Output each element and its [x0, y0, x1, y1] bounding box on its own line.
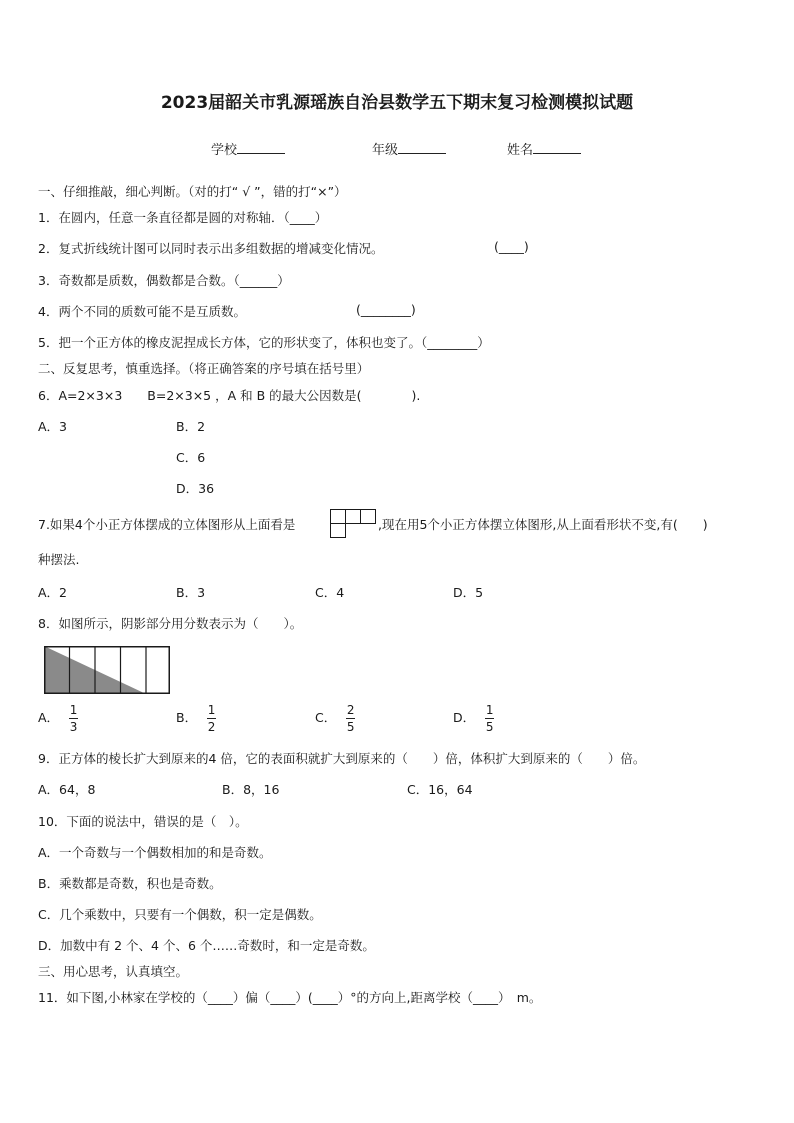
q10-option-c[interactable]: C．几个乘数中，只要有一个偶数，积一定是偶数。 — [38, 907, 322, 922]
question-10: 10．下面的说法中，错误的是（ ）。 — [38, 814, 248, 829]
section-1-heading: 一、仔细推敲，细心判断。（对的打“ √ ”，错的打“×”） — [38, 184, 347, 199]
q10-option-b[interactable]: B．乘数都是奇数，积也是奇数。 — [38, 876, 222, 891]
name-blank[interactable] — [533, 141, 581, 154]
q9-option-c[interactable]: C．16，64 — [407, 782, 473, 797]
q10-option-d[interactable]: D．加数中有 2 个、4 个、6 个……奇数时，和一定是奇数。 — [38, 938, 375, 953]
question-9: 9．正方体的棱长扩大到原来的4 倍，它的表面积就扩大到原来的（ ）倍，体积扩大到原来的（ ）倍。 — [38, 751, 646, 766]
question-8: 8．如图所示，阴影部分用分数表示为（ ）。 — [38, 616, 303, 631]
school-field — [211, 139, 285, 158]
question-6: 6．A=2×3×3 B=2×3×5 ，A 和 B 的最大公因数是( ). — [38, 388, 421, 403]
q6-option-d[interactable]: D．36 — [176, 481, 215, 496]
fraction-one-half: $\frac{1}{2}$ — [207, 703, 216, 734]
section-3-heading: 三、用心思考，认真填空。 — [38, 964, 189, 979]
q7-option-a[interactable]: A．2 — [38, 585, 68, 600]
fraction-one-fifth: $\frac{1}{5}$ — [485, 703, 494, 734]
section-2-heading: 二、反复思考，慎重选择。（将正确答案的序号填在括号里） — [38, 361, 370, 376]
school-blank[interactable] — [237, 141, 285, 154]
q6-option-c[interactable]: C．6 — [176, 450, 206, 465]
question-7-part-b: ,现在用5个小正方体摆立体图形,从上面看形状不变,有( ) — [378, 517, 708, 532]
question-1: 1．在圆内，任意一条直径都是圆的对称轴．（____） — [38, 210, 328, 225]
fraction-two-fifths: $\frac{2}{5}$ — [346, 703, 355, 734]
q8-option-a-label: A． — [38, 710, 60, 725]
q7-option-c[interactable]: C．4 — [315, 585, 345, 600]
question-2: 2．复式折线统计图可以同时表示出多组数据的增减变化情况。 — [38, 241, 384, 256]
q6-option-b[interactable]: B．2 — [176, 419, 206, 434]
question-3: 3．奇数都是质数，偶数都是合数。（______） — [38, 273, 290, 288]
school-label: 学校 — [211, 143, 238, 158]
grade-field — [372, 139, 446, 158]
q9-option-b[interactable]: B．8，16 — [222, 782, 280, 797]
q10-option-a[interactable]: A．一个奇数与一个偶数相加的和是奇数。 — [38, 845, 272, 860]
name-label: 姓名 — [507, 143, 534, 158]
q6-option-a[interactable]: A．3 — [38, 419, 68, 434]
name-field — [507, 139, 581, 158]
fraction-one-third: $\frac{1}{3}$ — [69, 703, 78, 734]
top-view-squares-icon — [330, 509, 378, 539]
question-5: 5．把一个正方体的橡皮泥捏成长方体，它的形状变了，体积也变了。（________） — [38, 335, 490, 350]
q8-option-a[interactable] — [38, 703, 78, 734]
q7-option-d[interactable]: D．5 — [453, 585, 484, 600]
q8-option-d-label: D． — [453, 710, 476, 725]
question-2-blank[interactable]: (____) — [494, 239, 529, 254]
page-title: 2023届韶关市乳源瑶族自治县数学五下期末复习检测模拟试题 — [160, 93, 634, 113]
question-7-part-c: 种摆法. — [38, 552, 80, 567]
shaded-rectangle-figure — [44, 646, 170, 694]
q8-option-c[interactable] — [315, 703, 355, 734]
grade-blank[interactable] — [398, 141, 446, 154]
q8-option-b[interactable] — [176, 703, 216, 734]
q8-option-b-label: B． — [176, 710, 198, 725]
question-4-blank[interactable]: (________) — [356, 302, 416, 317]
question-4: 4．两个不同的质数可能不是互质数。 — [38, 304, 246, 319]
q8-option-d[interactable] — [453, 703, 494, 734]
grade-label: 年级 — [372, 143, 399, 158]
question-11: 11．如下图,小林家在学校的（____）偏（____）(____）°的方向上,距离学校（____） m。 — [38, 990, 542, 1005]
q8-option-c-label: C． — [315, 710, 337, 725]
q9-option-a[interactable]: A．64，8 — [38, 782, 96, 797]
q7-option-b[interactable]: B．3 — [176, 585, 206, 600]
question-7-part-a: 7.如果4个小正方体摆成的立体图形从上面看是 — [38, 517, 296, 532]
